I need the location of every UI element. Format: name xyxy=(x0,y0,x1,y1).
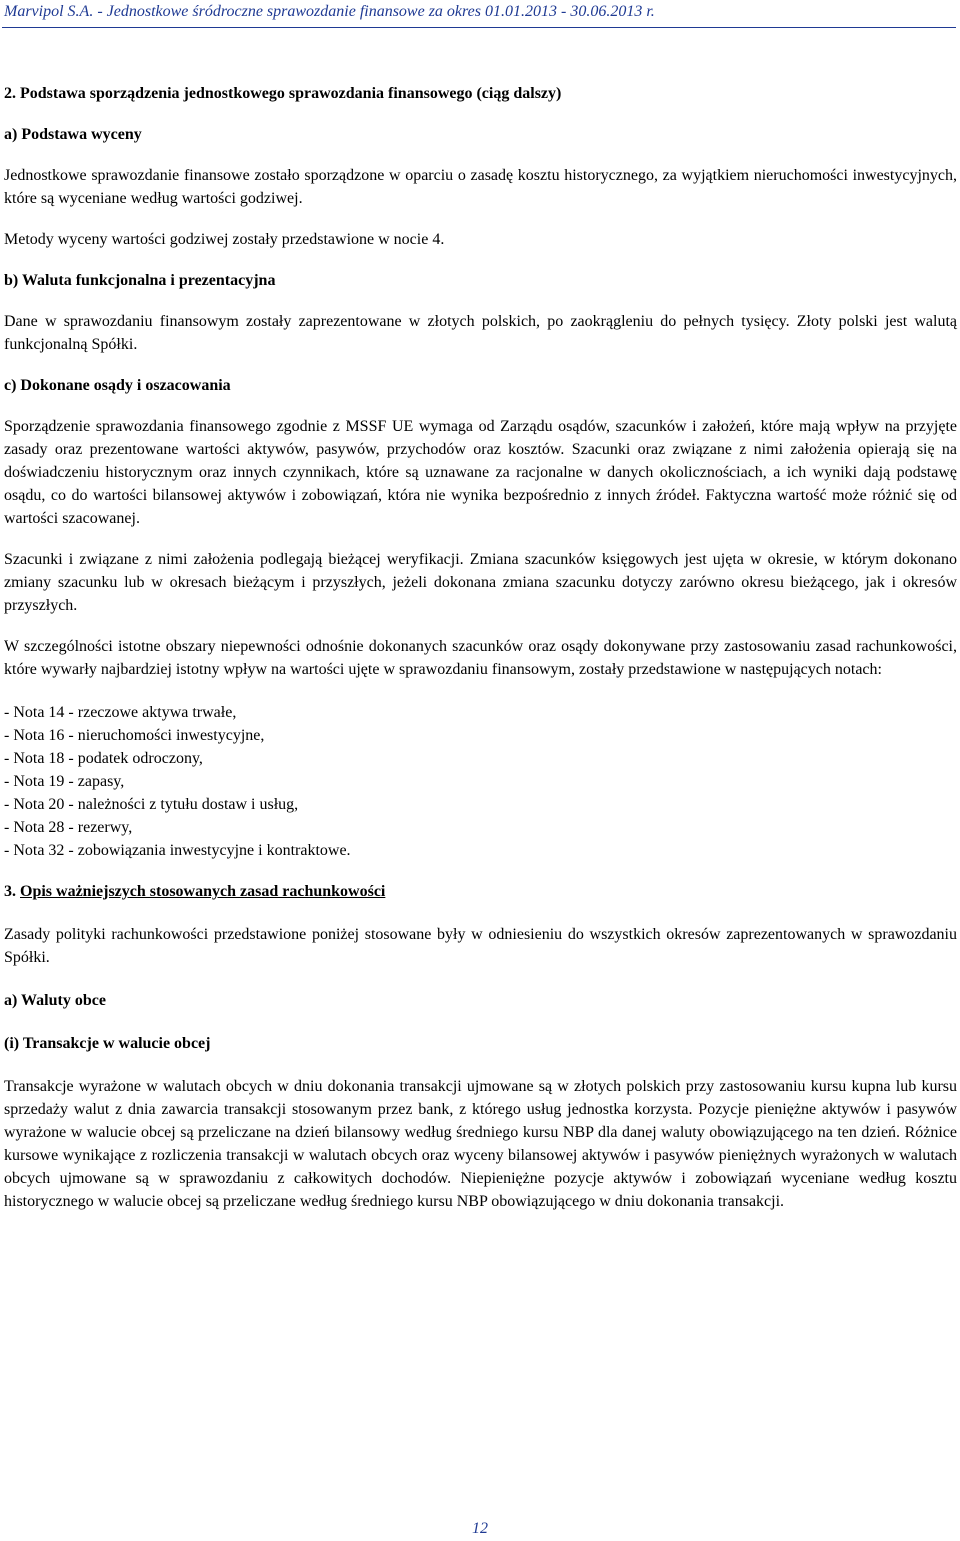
list-item: - Nota 16 - nieruchomości inwestycyjne, xyxy=(4,727,265,744)
subsection-b-heading: b) Waluta funkcjonalna i prezentacyjna xyxy=(4,272,276,289)
list-item: - Nota 19 - zapasy, xyxy=(4,773,125,790)
section-3-title: Opis ważniejszych stosowanych zasad rachunkowości xyxy=(20,883,386,900)
paragraph-judgements: Sporządzenie sprawozdania finansowego zgodnie z MSSF UE wymaga od Zarządu osądów, szacunków i założeń, które mają wpływ na przyjęte zasady oraz prezentowane wartości aktywów, pasywów, przychodów oraz kosztów. Szacunki oraz związane z nimi założenia opierają się na doświadczeniu historycznym oraz innych czynnikach, które są uznawane za racjonalne w danych okolicznościach, a ich wyniki dają podstawę osądu, co do wartości bilansowej aktywów i zobowiązań, która nie wynika bezpośrednio z innych źródeł. Faktyczna wartość może różnić się od wartości szacowanej. xyxy=(4,418,957,527)
paragraph-fair-value-methods: Metody wyceny wartości godziwej zostały przedstawione w nocie 4. xyxy=(4,231,445,248)
running-header: Marvipol S.A. - Jednostkowe śródroczne sprawozdanie finansowe za okres 01.01.2013 - 30.06.2013 r. xyxy=(4,3,655,20)
paragraph-basis-of-valuation: Jednostkowe sprawozdanie finansowe zostało sporządzone w oparciu o zasadę kosztu historycznego, za wyjątkiem nieruchomości inwestycyjnych, które są wyceniane według wartości godziwej. xyxy=(4,167,957,207)
list-item: - Nota 28 - rezerwy, xyxy=(4,819,133,836)
list-item: - Nota 18 - podatek odroczony, xyxy=(4,750,203,767)
paragraph-fx-transactions: Transakcje wyrażone w walutach obcych w dniu dokonania transakcji ujmowane są w złotych polskich przy zastosowaniu kursu kupna lub kursu sprzedaży walut z dnia zawarcia transakcji stosowanym przez bank, z którego usług jednostka korzysta. Pozycje pieniężne aktywów i pasywów wyrażone w walucie obcej są przeliczane na dzień bilansowy według średniego kursu NBP dla danej waluty obowiązującego na ten dzień. Różnice kursowe wynikające z rozliczenia transakcji w walutach obcych oraz wyceny bilansowej aktywów i pasywów pieniężnych wyrażonych w walutach obcych ujmowane są w sprawozdaniu z całkowitych dochodów. Niepieniężne pozycje aktywów i zobowiązań wyceniane według kosztu historycznego w walucie obcej są przeliczane według średniego kursu NBP obowiązującego w dniu dokonania transakcji. xyxy=(4,1078,957,1210)
section-2-heading: 2. Podstawa sporządzenia jednostkowego sprawozdania finansowego (ciąg dalszy) xyxy=(4,85,562,102)
list-item: - Nota 14 - rzeczowe aktywa trwałe, xyxy=(4,704,237,721)
page-number: 12 xyxy=(472,1520,488,1537)
subsection-fx-transactions-heading: (i) Transakcje w walucie obcej xyxy=(4,1035,211,1052)
list-item: - Nota 20 - należności z tytułu dostaw i usług, xyxy=(4,796,299,813)
document-body xyxy=(4,82,957,1213)
header-divider xyxy=(2,27,956,28)
list-item: - Nota 32 - zobowiązania inwestycyjne i kontraktowe. xyxy=(4,842,351,859)
section-3-number: 3. xyxy=(4,883,16,900)
paragraph-accounting-policies: Zasady polityki rachunkowości przedstawione poniżej stosowane były w odniesieniu do wszystkich okresów zaprezentowanych w sprawozdaniu Spółki. xyxy=(4,926,957,966)
paragraph-functional-currency: Dane w sprawozdaniu finansowym zostały zaprezentowane w złotych polskich, po zaokrągleniu do pełnych tysięcy. Złoty polski jest walutą funkcjonalną Spółki. xyxy=(4,313,957,353)
paragraph-estimates-review: Szacunki i związane z nimi założenia podlegają bieżącej weryfikacji. Zmiana szacunków księgowych jest ujęta w okresie, w którym dokonano zmiany szacunku lub w okresach bieżącym i przyszłych, jeżeli dokonana zmiana szacunku dotyczy zarówno okresu bieżącego, jak i okresów przyszłych. xyxy=(4,551,957,614)
subsection-foreign-currency-heading: a) Waluty obce xyxy=(4,992,106,1009)
paragraph-uncertainty-areas: W szczególności istotne obszary niepewności odnośnie dokonanych szacunków oraz osądy dokonywane przy zastosowaniu zasad rachunkowości, które wywarły najbardziej istotny wpływ na wartości ujęte w sprawozdaniu finansowym, zostały przedstawione w następujących notach: xyxy=(4,638,957,678)
subsection-a-heading: a) Podstawa wyceny xyxy=(4,126,142,143)
subsection-c-heading: c) Dokonane osądy i oszacowania xyxy=(4,377,231,394)
section-3-heading xyxy=(4,880,957,903)
notes-list xyxy=(4,701,957,862)
